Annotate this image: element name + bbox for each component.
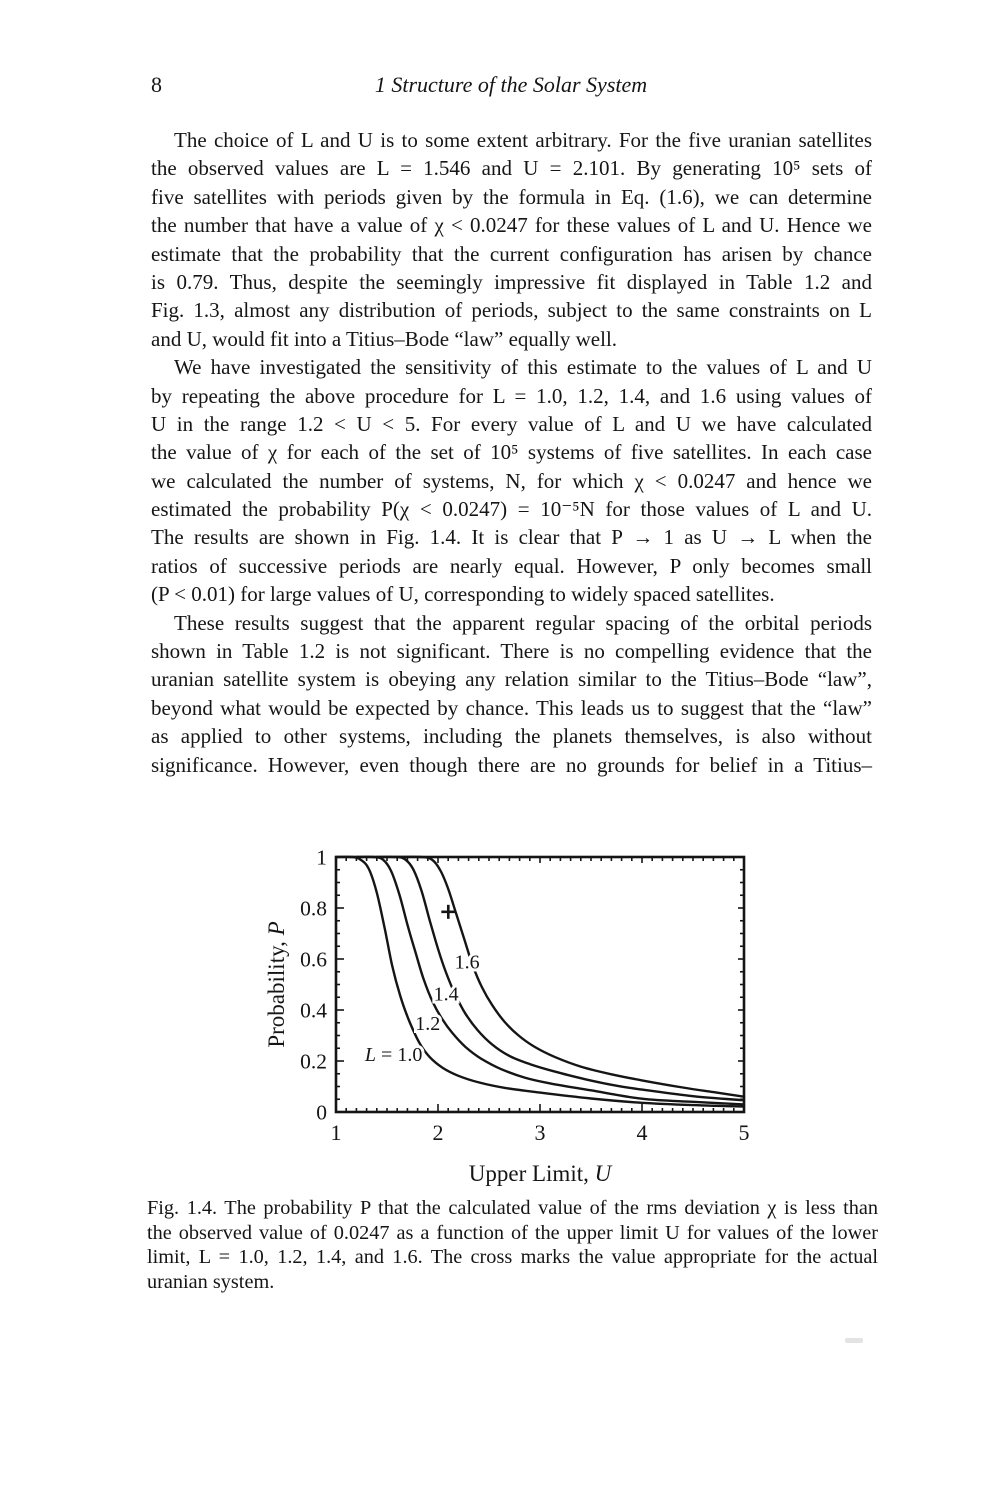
figure-caption [147, 1196, 878, 1294]
text-line: U in the range 1.2 < U < 5. For every value of L and U we have calculated [151, 411, 872, 436]
text-line: The choice of L and U is to some extent arbitrary. For the five uranian satellites [174, 128, 872, 152]
text-line: These results suggest that the apparent regular spacing of the orbital periods [174, 610, 872, 635]
text-line: Fig. 1.3, almost any distribution of periods, subject to the same constraints on L [151, 298, 872, 323]
probability-curve [377, 857, 744, 1100]
text-line: the value of χ for each of the set of 10⁵ systems of five satellites. In each case [151, 440, 872, 465]
text-line: five satellites with periods given by the formula in Eq. (1.6), we can determine [151, 184, 872, 209]
text-line: estimated the probability P(χ < 0.0247) = 10⁻⁵N for those values of L and U. [151, 497, 872, 522]
y-tick-label: 0.6 [300, 947, 327, 972]
y-tick-label: 0 [316, 1100, 327, 1125]
text-line: beyond what would be expected by chance. This leads us to suggest that the “law” [151, 695, 872, 720]
probability-curve [397, 857, 744, 1097]
x-tick-label: 2 [432, 1120, 444, 1145]
text-line: limit, L = 1.0, 1.2, 1.4, and 1.6. The cross marks the value appropriate for the actual [147, 1246, 878, 1268]
text-line: ratios of successive periods are nearly equal. However, P only becomes small [151, 553, 872, 578]
x-tick-label: 3 [534, 1120, 546, 1145]
text-line: uranian system. [147, 1270, 275, 1293]
text-line: We have investigated the sensitivity of this estimate to the values of L and U [174, 355, 872, 380]
paragraph [151, 353, 872, 609]
text-line: and U, would fit into a Titius–Bode “law” equally well. [151, 326, 618, 351]
probability-curve [336, 857, 744, 1107]
text-line: Fig. 1.4. The probability P that the calculated value of the rms deviation χ is less than [147, 1197, 878, 1219]
figure [250, 840, 770, 1190]
curve-label: L = 1.0 [364, 1043, 423, 1066]
y-tick-label: 1 [316, 845, 327, 870]
text-line: shown in Table 1.2 is not significant. There is no compelling evidence that the [151, 639, 872, 664]
x-tick-label: 5 [738, 1120, 750, 1145]
text-line: as applied to other systems, including the planets themselves, is also without [151, 724, 872, 749]
body-text [151, 126, 872, 779]
curve-label: 1.6 [454, 951, 480, 974]
text-line: the observed values are L = 1.546 and U = 2.101. By generating 10⁵ sets of [151, 156, 872, 181]
text-line: the observed value of 0.0247 as a function of the upper limit U for values of the lower [147, 1221, 878, 1244]
y-tick-label: 0.4 [300, 998, 327, 1023]
text-line: estimate that the probability that the current configuration has arisen by chance [151, 241, 872, 266]
x-tick-label: 4 [636, 1120, 648, 1145]
text-line: is 0.79. Thus, despite the seemingly impressive fit displayed in Table 1.2 and [151, 269, 872, 294]
text-line: we calculated the number of systems, N, for which χ < 0.0247 and hence we [151, 468, 872, 493]
y-tick-label: 0.2 [300, 1049, 327, 1074]
y-tick-label: 0.8 [300, 896, 327, 921]
scan-smudge [845, 1338, 863, 1343]
figure-chart-svg [250, 840, 770, 1190]
curve-label: 1.2 [415, 1012, 441, 1035]
running-head: 1 Structure of the Solar System [374, 72, 648, 97]
text-line: by repeating the above procedure for L = 1.0, 1.2, 1.4, and 1.6 using values of [151, 383, 872, 408]
page-number: 8 [151, 72, 162, 97]
paragraph [151, 609, 872, 779]
text-line: significance. However, even though there are no grounds for belief in a Titius– [151, 752, 872, 777]
paragraph [151, 126, 872, 353]
text-line: (P < 0.01) for large values of U, corresponding to widely spaced satellites. [151, 582, 775, 607]
curve-label: 1.4 [433, 983, 459, 1006]
text-line: the number that have a value of χ < 0.0247 for these values of L and U. Hence we [151, 213, 872, 238]
x-tick-label: 1 [330, 1120, 342, 1145]
text-line: The results are shown in Fig. 1.4. It is clear that P → 1 as U → L when the [151, 525, 872, 550]
probability-curve [356, 857, 744, 1105]
text-line: uranian satellite system is obeying any relation similar to the Titius–Bode “law”, [151, 667, 872, 692]
y-axis-label: Probability, P [264, 921, 289, 1048]
x-axis-label: Upper Limit, U [468, 1161, 612, 1186]
